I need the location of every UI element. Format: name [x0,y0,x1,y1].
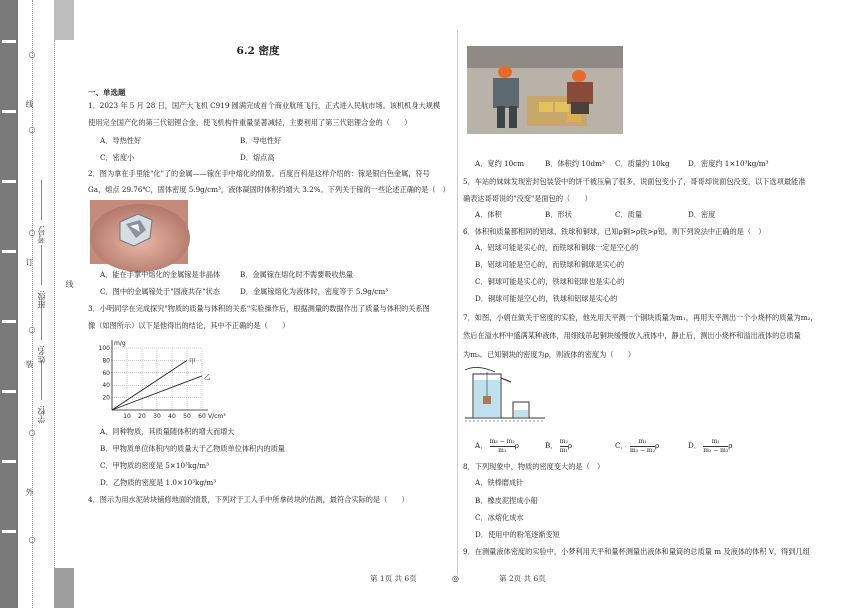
question-8-line-1: 8．下列现象中，物质的密度变大的是（ ） [463,462,605,471]
binding-grey-top [54,0,74,40]
q2-option-c: C．图中的金属镓处于"固液共存"状态 [100,287,220,296]
question-3-line-2: 像（如图所示）以下是他得出的结论，其中不正确的是（ ） [88,321,290,330]
x-axis-label: V/cm³ [208,413,226,420]
question-3-line-1: 3．小明同学在完成探究"物质的质量与体积的关系"实验操作后，根据测量的数据作出了质量与体积的关系图 [88,304,430,313]
binding-grey-bottom [54,568,74,608]
q2-option-d: D．金属镓熔化为液体时，密度等于 5.9g/cm³ [240,287,389,296]
question-4-line-1: 4．图示为用水泥砖块铺修地面的情景，下列对于工人手中所拿砖块的估测，最符合实际的是（ ） [88,495,409,504]
q3-option-b: B．甲物质单位体积内的质量大于乙物质单位体积内的质量 [100,444,285,453]
q7-option-a-letter: A． [475,441,488,450]
school-field[interactable] [41,360,42,400]
q7-a-rho: ρ [514,441,519,450]
footer-mark: ◎ [452,574,459,583]
question-7-line-3: 为m₃。已知铜块的密度为ρ，则液体的密度为（ ） [463,350,636,359]
question-9-line-1: 9．在测量液体密度的实验中，小梦利用天平和量杯测量出液体和量筒的总质量 m 及液体的体积 V，得到几组 [463,547,810,556]
x-tick-label: 60 [198,413,206,420]
page-1 [88,0,453,608]
q7-option-a [475,438,519,454]
question-2-line-2: Ga，熔点 29.76℃，固体密度 5.9g/cm³，液体凝固时体积约增大 3.2%。下列关于镓的一些论述正确的是（ ） [88,185,450,194]
bricklaying-photo [467,46,623,134]
x-tick-label: 30 [153,413,161,420]
q5-option-d: D．密度 [688,210,716,219]
q7-c-denominator: m₃ − m₂ [629,446,656,454]
q7-a-numerator: m₃ − m₂ [489,438,515,445]
q7-option-b-letter: B． [545,441,558,450]
y-tick-label: 20 [102,394,110,402]
q3-option-d: D．乙物质的密度是 1.0×10³kg/m³ [100,478,217,487]
q6-option-a: A．铝球可能是实心的，而铁球和铜球一定是空心的 [475,243,639,252]
q7-d-denominator: m₂ − m₃ [703,446,729,454]
school-label: 学校: [37,405,46,424]
binding-line-char: 线 [25,100,34,108]
q1-option-d: D．熔点高 [240,153,275,162]
q7-option-d-letter: D． [688,441,701,450]
q1-option-a: A．导热性好 [100,136,142,145]
series-label: 甲 [189,357,196,366]
binding-circles: ○ ○ ○ ○ ○ ○ [28,50,36,544]
series-line [112,360,187,410]
exam-no-label: 考号: [37,225,46,244]
q7-a-denominator: m₁ [498,446,507,454]
question-1-line-1: 1．2023 年 5 月 28 日，国产大飞机 C919 圆满完成首个商业航班飞行，正式进入民航市场。该机机身大规模 [88,101,441,110]
q1-option-b: B．导电性好 [240,136,282,145]
q6-option-c: C．铜球可能是实心的，铁球和铝球也是实心的 [475,277,625,286]
q7-c-numerator: m₁ [630,438,655,447]
q4-option-c: C．质量约 10kg [615,159,670,168]
q7-option-d [688,438,733,454]
x-tick-label: 10 [123,413,131,420]
x-tick-label: 50 [183,413,191,420]
binding-outer-char: 外 [25,488,34,496]
section-heading: 一、单选题 [88,88,126,97]
q3-option-c: C．甲物质的密度是 5×10³kg/m³ [100,461,209,470]
y-tick-label: 80 [102,357,110,365]
page-title: 6.2 密度 [236,45,280,57]
q5-option-b: B．形状 [545,210,572,219]
q7-b-rho: ρ [567,441,573,450]
class-field[interactable] [41,245,42,285]
x-tick-label: 20 [138,413,146,420]
cut-line-inner [54,40,55,600]
q3-option-a: A．同种物质，其质量随体积的增大而增大 [100,427,235,436]
q2-option-a: A．能在手掌中熔化的金属镓是非晶体 [100,270,221,279]
q7-d-rho: ρ [728,441,733,450]
q8-option-c: C．冰熔化成水 [475,513,524,522]
column-divider [457,30,458,575]
page-2 [463,0,833,608]
class-label: 班级: [37,290,46,309]
q4-option-a: A．宽约 10cm [475,159,525,168]
question-1-line-2: 使用完全国产化的第三代铝锂合金，使飞机构件重量显著减轻，主要利用了第三代铝锂合金的（ ） [88,118,412,127]
binding-order-char: 订 [25,258,34,266]
q7-d-numerator: m₁ [703,438,728,447]
x-tick-label: 40 [168,413,176,420]
q8-option-d: D．使用中的粉笔逐渐变短 [475,530,560,539]
q5-option-a: A．体积 [475,210,502,219]
question-7-line-2: 然后在溢水杯中盛满某种液体，用细线吊起铜块缓慢放入液体中，静止后，测出小烧杯和溢出液体的总质量 [463,331,801,340]
q4-option-b: B．体积约 10dm³ [545,159,605,168]
q4-option-d: D．密度约 1×10³kg/m³ [688,159,769,168]
q6-option-d: D．铜球可能是空心的，铁球和铝球是实心的 [475,294,618,303]
binding-strip [0,0,18,608]
q2-option-b: B．金属镓在熔化时不需要吸收热量 [240,270,354,279]
q7-option-c-letter: C． [615,441,628,450]
question-6-line-1: 6．体积和质量都相同的铝球、铁球和铜球，已知ρ铜>ρ铁>ρ铝，则下列说法中正确的是（ ） [463,227,766,236]
y-tick-label: 100 [98,345,110,352]
binding-line-char-inner: 线 [65,280,74,288]
name-label: 姓名: [37,345,46,364]
y-tick-label: 40 [102,382,110,390]
q7-c-rho: ρ [655,441,660,450]
page-2-footer: 第 2页 共 6页 [499,574,546,583]
q8-option-b: B．橡皮泥捏成小船 [475,496,538,505]
mass-volume-chart [90,334,226,420]
binding-pack-char: 装 [25,360,34,368]
q7-option-c [615,438,659,454]
gallium-hand-photo [90,200,188,264]
question-7-line-1: 7．如图，小娟在做关于密度的实验，他先用天平测一个铜块质量为m₁，再用天平测出一个小烧杯的质量为m₂， [463,313,818,322]
q6-option-b: B．铝球可能是空心的，而铁球和铜球是实心的 [475,260,625,269]
q7-b-numerator: m₂ [559,438,568,445]
question-5-line-1: 5．车站的妹妹发现密封包装袋中的饼干被压扁了很多，说面包变小了，哥哥却说面包没变，以下选项最能准 [463,177,806,186]
question-5-line-2: 确表达哥哥说的"没变"是面包的（ ） [463,194,592,203]
q7-b-denominator: m₁ [559,446,568,454]
y-axis-label: m/g [114,340,126,347]
q8-option-a: A．铁棒磨成针 [475,478,524,487]
q7-option-b [545,438,572,454]
exam-no-field[interactable] [41,180,42,220]
series-label: 乙 [204,372,211,381]
q5-option-c: C．质量 [615,210,643,219]
q1-option-c: C．密度小 [100,153,135,162]
overflow-cup-diagram [465,366,545,422]
page-1-footer: 第 1页 共 6页 [370,574,417,583]
y-tick-label: 60 [102,369,110,377]
question-2-line-1: 2．图为拿在手里能"化"了的金属——镓在手中熔化的情景。百度百科是这样介绍的：镓是银白色金属，符号 [88,169,430,178]
